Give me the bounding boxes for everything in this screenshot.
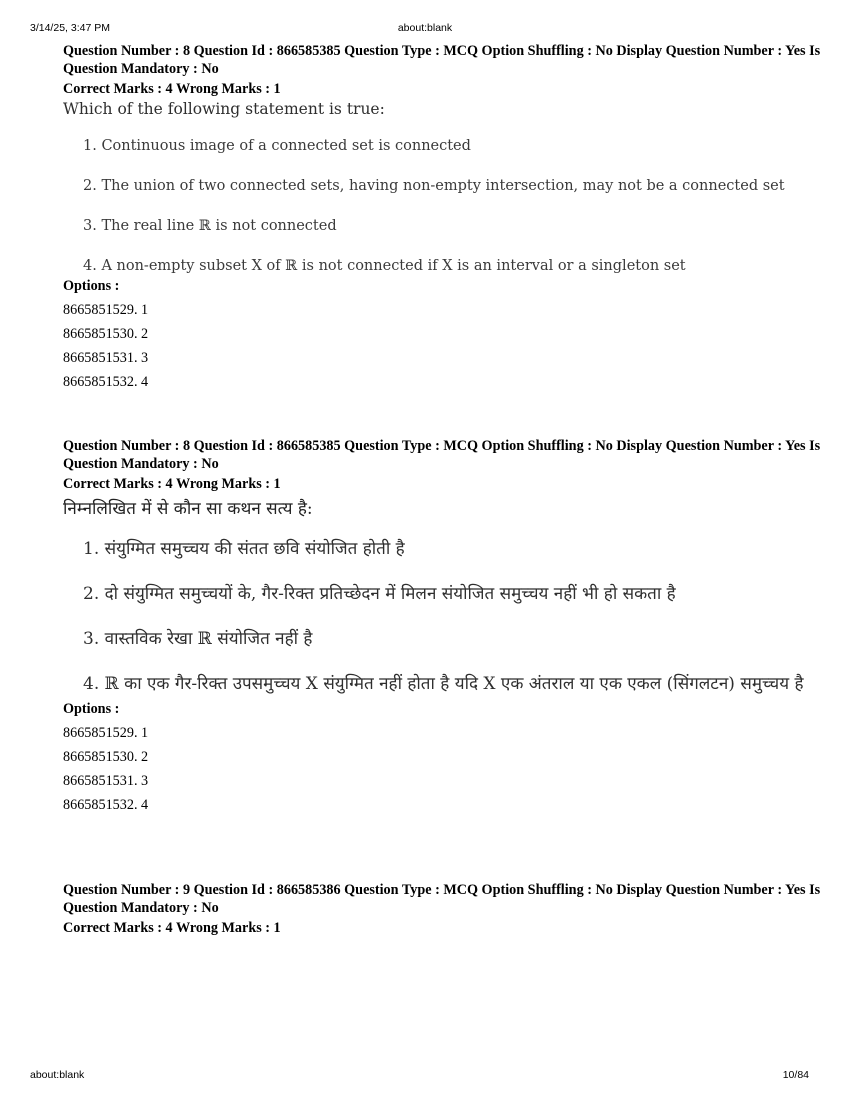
print-timestamp: 3/14/25, 3:47 PM [30,22,110,34]
statement-4: 4. A non-empty subset X of ℝ is not connected if X is an interval or a singleton set [83,257,686,274]
statement-1: 1. संयुग्मित समुच्चय की संतत छवि संयोजित होती है [83,538,405,559]
statement-3: 3. वास्तविक रेखा ℝ संयोजित नहीं है [83,628,313,649]
question-meta: Question Number : 8 Question Id : 866585385 Question Type : MCQ Option Shuffling : No Display Question Number : Yes Is Question Mandatory : No [63,438,821,472]
question-marks: Correct Marks : 4 Wrong Marks : 1 [63,920,281,936]
print-footer [0,1069,850,1083]
statement-2: 2. दो संयुग्मित समुच्चयों के, गैर-रिक्त प्रतिच्छेदन में मिलन संयोजित समुच्चय नहीं भी हो सकता है [83,583,676,604]
option-3: 8665851531. 3 [63,772,149,789]
question-meta: Question Number : 8 Question Id : 866585385 Question Type : MCQ Option Shuffling : No Display Question Number : Yes Is Question Mandatory : No [63,43,821,77]
option-2: 8665851530. 2 [63,325,149,342]
options-label: Options : [63,700,120,717]
option-2: 8665851530. 2 [63,748,149,765]
question-stem: निम्नलिखित में से कौन सा कथन सत्य है: [63,498,313,519]
statement-3: 3. The real line ℝ is not connected [83,217,337,234]
question-stem: Which of the following statement is true: [63,99,385,118]
page-counter: 10/84 [782,1069,809,1081]
print-page-title: about:blank [397,22,453,34]
option-4: 8665851532. 4 [63,796,149,813]
option-3: 8665851531. 3 [63,349,149,366]
question-marks: Correct Marks : 4 Wrong Marks : 1 [63,476,281,492]
question-meta: Question Number : 9 Question Id : 866585386 Question Type : MCQ Option Shuffling : No Display Question Number : Yes Is Question Mandatory : No [63,882,821,916]
question-marks: Correct Marks : 4 Wrong Marks : 1 [63,81,281,97]
statement-2: 2. The union of two connected sets, having non-empty intersection, may not be a connected set [83,177,785,194]
statement-4: 4. ℝ का एक गैर-रिक्त उपसमुच्चय X संयुग्मित नहीं होता है यदि X एक अंतराल या एक एकल (सिंगलटन) समुच्चय है [83,673,804,694]
option-4: 8665851532. 4 [63,373,149,390]
option-1: 8665851529. 1 [63,301,149,318]
question-block-hindi [63,438,823,814]
print-footer-url: about:blank [30,1069,85,1081]
options-label: Options : [63,277,120,294]
question-block-9 [63,882,823,938]
question-block-english [63,43,823,391]
option-1: 8665851529. 1 [63,724,149,741]
statement-1: 1. Continuous image of a connected set is connected [83,137,471,154]
print-header [0,22,850,36]
